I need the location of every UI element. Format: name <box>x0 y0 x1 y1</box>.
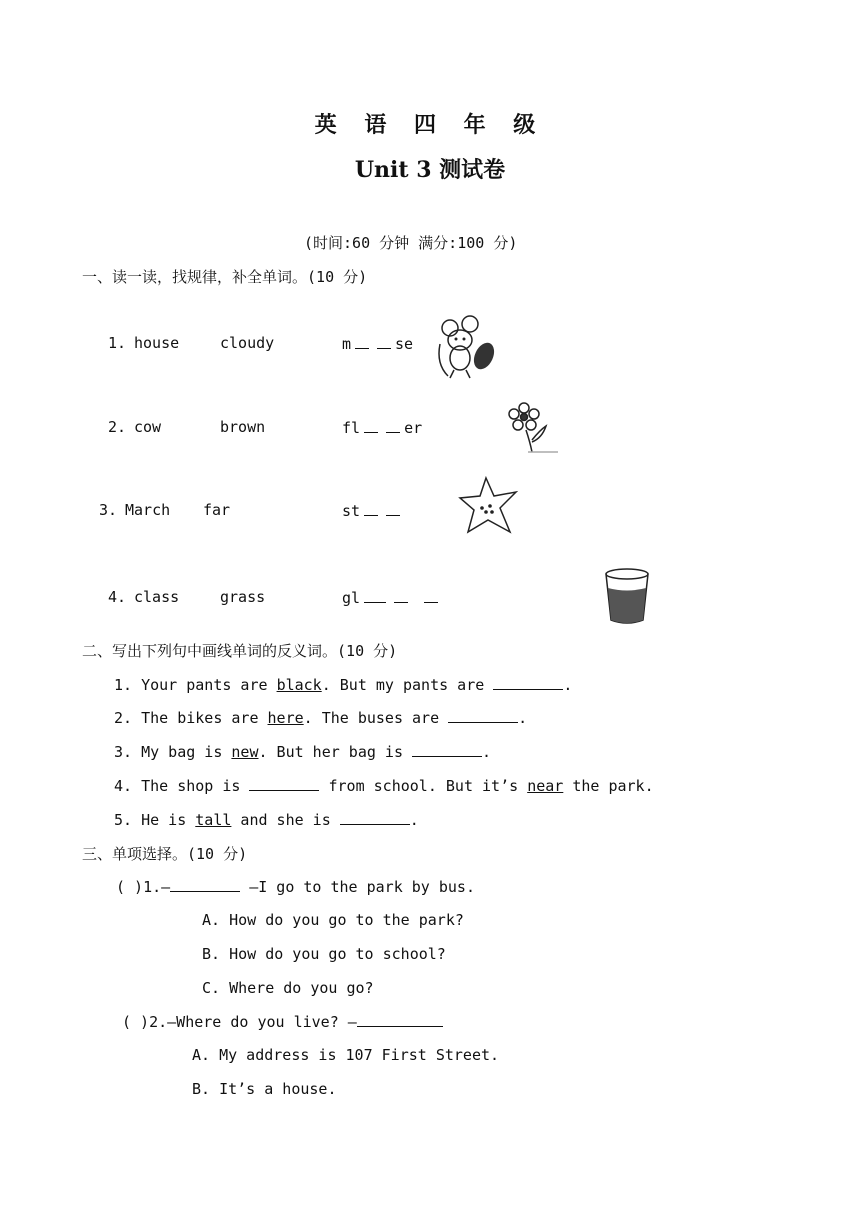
fill-word: gl <box>342 588 442 607</box>
underlined-word: new <box>231 743 259 761</box>
fill-word: fl er <box>342 419 423 437</box>
section3-heading: 三、单项选择。(10 分) <box>82 845 248 863</box>
row-number: 1. <box>108 334 127 352</box>
pattern-word: class <box>134 588 180 606</box>
question-2-stem: ( )2.—Where do you live? — <box>122 1012 443 1031</box>
blank[interactable] <box>364 418 378 433</box>
underlined-word: near <box>527 777 564 795</box>
question-1-option-a: A. How do you go to the park? <box>202 911 464 929</box>
fill-word: m se <box>342 335 414 353</box>
pattern-word: cloudy <box>220 334 275 352</box>
answer-parentheses[interactable]: ( ) <box>122 1013 150 1031</box>
section2-item-2: 2. The bikes are here. The buses are . <box>114 709 528 727</box>
answer-blank[interactable] <box>170 877 240 892</box>
exam-title: 英 语 四 年 级 <box>314 112 546 138</box>
blank[interactable] <box>394 588 408 603</box>
fill-word: st <box>342 501 404 520</box>
underlined-word: black <box>276 676 322 694</box>
row-number: 2. <box>108 418 127 436</box>
question-1-option-b: B. How do you go to school? <box>202 945 446 963</box>
question-2-option-b: B. It’s a house. <box>192 1080 337 1098</box>
section2-item-1: 1. Your pants are black. But my pants are . <box>114 676 573 694</box>
blank[interactable] <box>386 501 400 516</box>
blank[interactable] <box>364 501 378 516</box>
exam-info: (时间:60 分钟 满分:100 分) <box>304 234 518 252</box>
blank[interactable] <box>364 588 386 603</box>
pattern-word: cow <box>134 418 162 436</box>
question-2-option-a: A. My address is 107 First Street. <box>192 1046 500 1064</box>
section2-item-4: 4. The shop is from school. But it’s near the park. <box>114 777 654 795</box>
row-number: 4. <box>108 588 127 606</box>
question-1-stem: ( )1.— —I go to the park by bus. <box>116 878 475 896</box>
mouse-icon <box>432 314 498 380</box>
blank[interactable] <box>424 588 438 603</box>
underlined-word: tall <box>195 811 232 829</box>
answer-blank[interactable] <box>412 742 482 757</box>
pattern-word: house <box>134 334 180 352</box>
pattern-word: brown <box>220 418 266 436</box>
pattern-word: far <box>203 501 231 519</box>
blank[interactable] <box>355 334 369 349</box>
answer-blank[interactable] <box>357 1012 443 1027</box>
section2-heading: 二、写出下列句中画线单词的反义词。(10 分) <box>82 642 398 660</box>
answer-blank[interactable] <box>249 776 319 791</box>
star-icon <box>456 474 522 538</box>
section2-item-5: 5. He is tall and she is . <box>114 811 419 829</box>
exam-subtitle: Unit 3 测试卷 <box>354 157 506 183</box>
answer-blank[interactable] <box>493 675 563 690</box>
answer-blank[interactable] <box>448 708 518 723</box>
glass-icon <box>602 566 652 626</box>
question-1-option-c: C. Where do you go? <box>202 979 374 997</box>
section2-item-3: 3. My bag is new. But her bag is . <box>114 743 492 761</box>
underlined-word: here <box>267 709 304 727</box>
blank[interactable] <box>386 418 400 433</box>
answer-blank[interactable] <box>340 810 410 825</box>
answer-parentheses[interactable]: ( ) <box>116 878 144 896</box>
flower-icon <box>504 402 558 454</box>
pattern-word: March <box>125 501 171 519</box>
section1-heading: 一、读一读，找规律，补全单词。(10 分) <box>82 268 368 286</box>
row-number: 3. <box>99 501 118 519</box>
blank[interactable] <box>377 334 391 349</box>
pattern-word: grass <box>220 588 266 606</box>
